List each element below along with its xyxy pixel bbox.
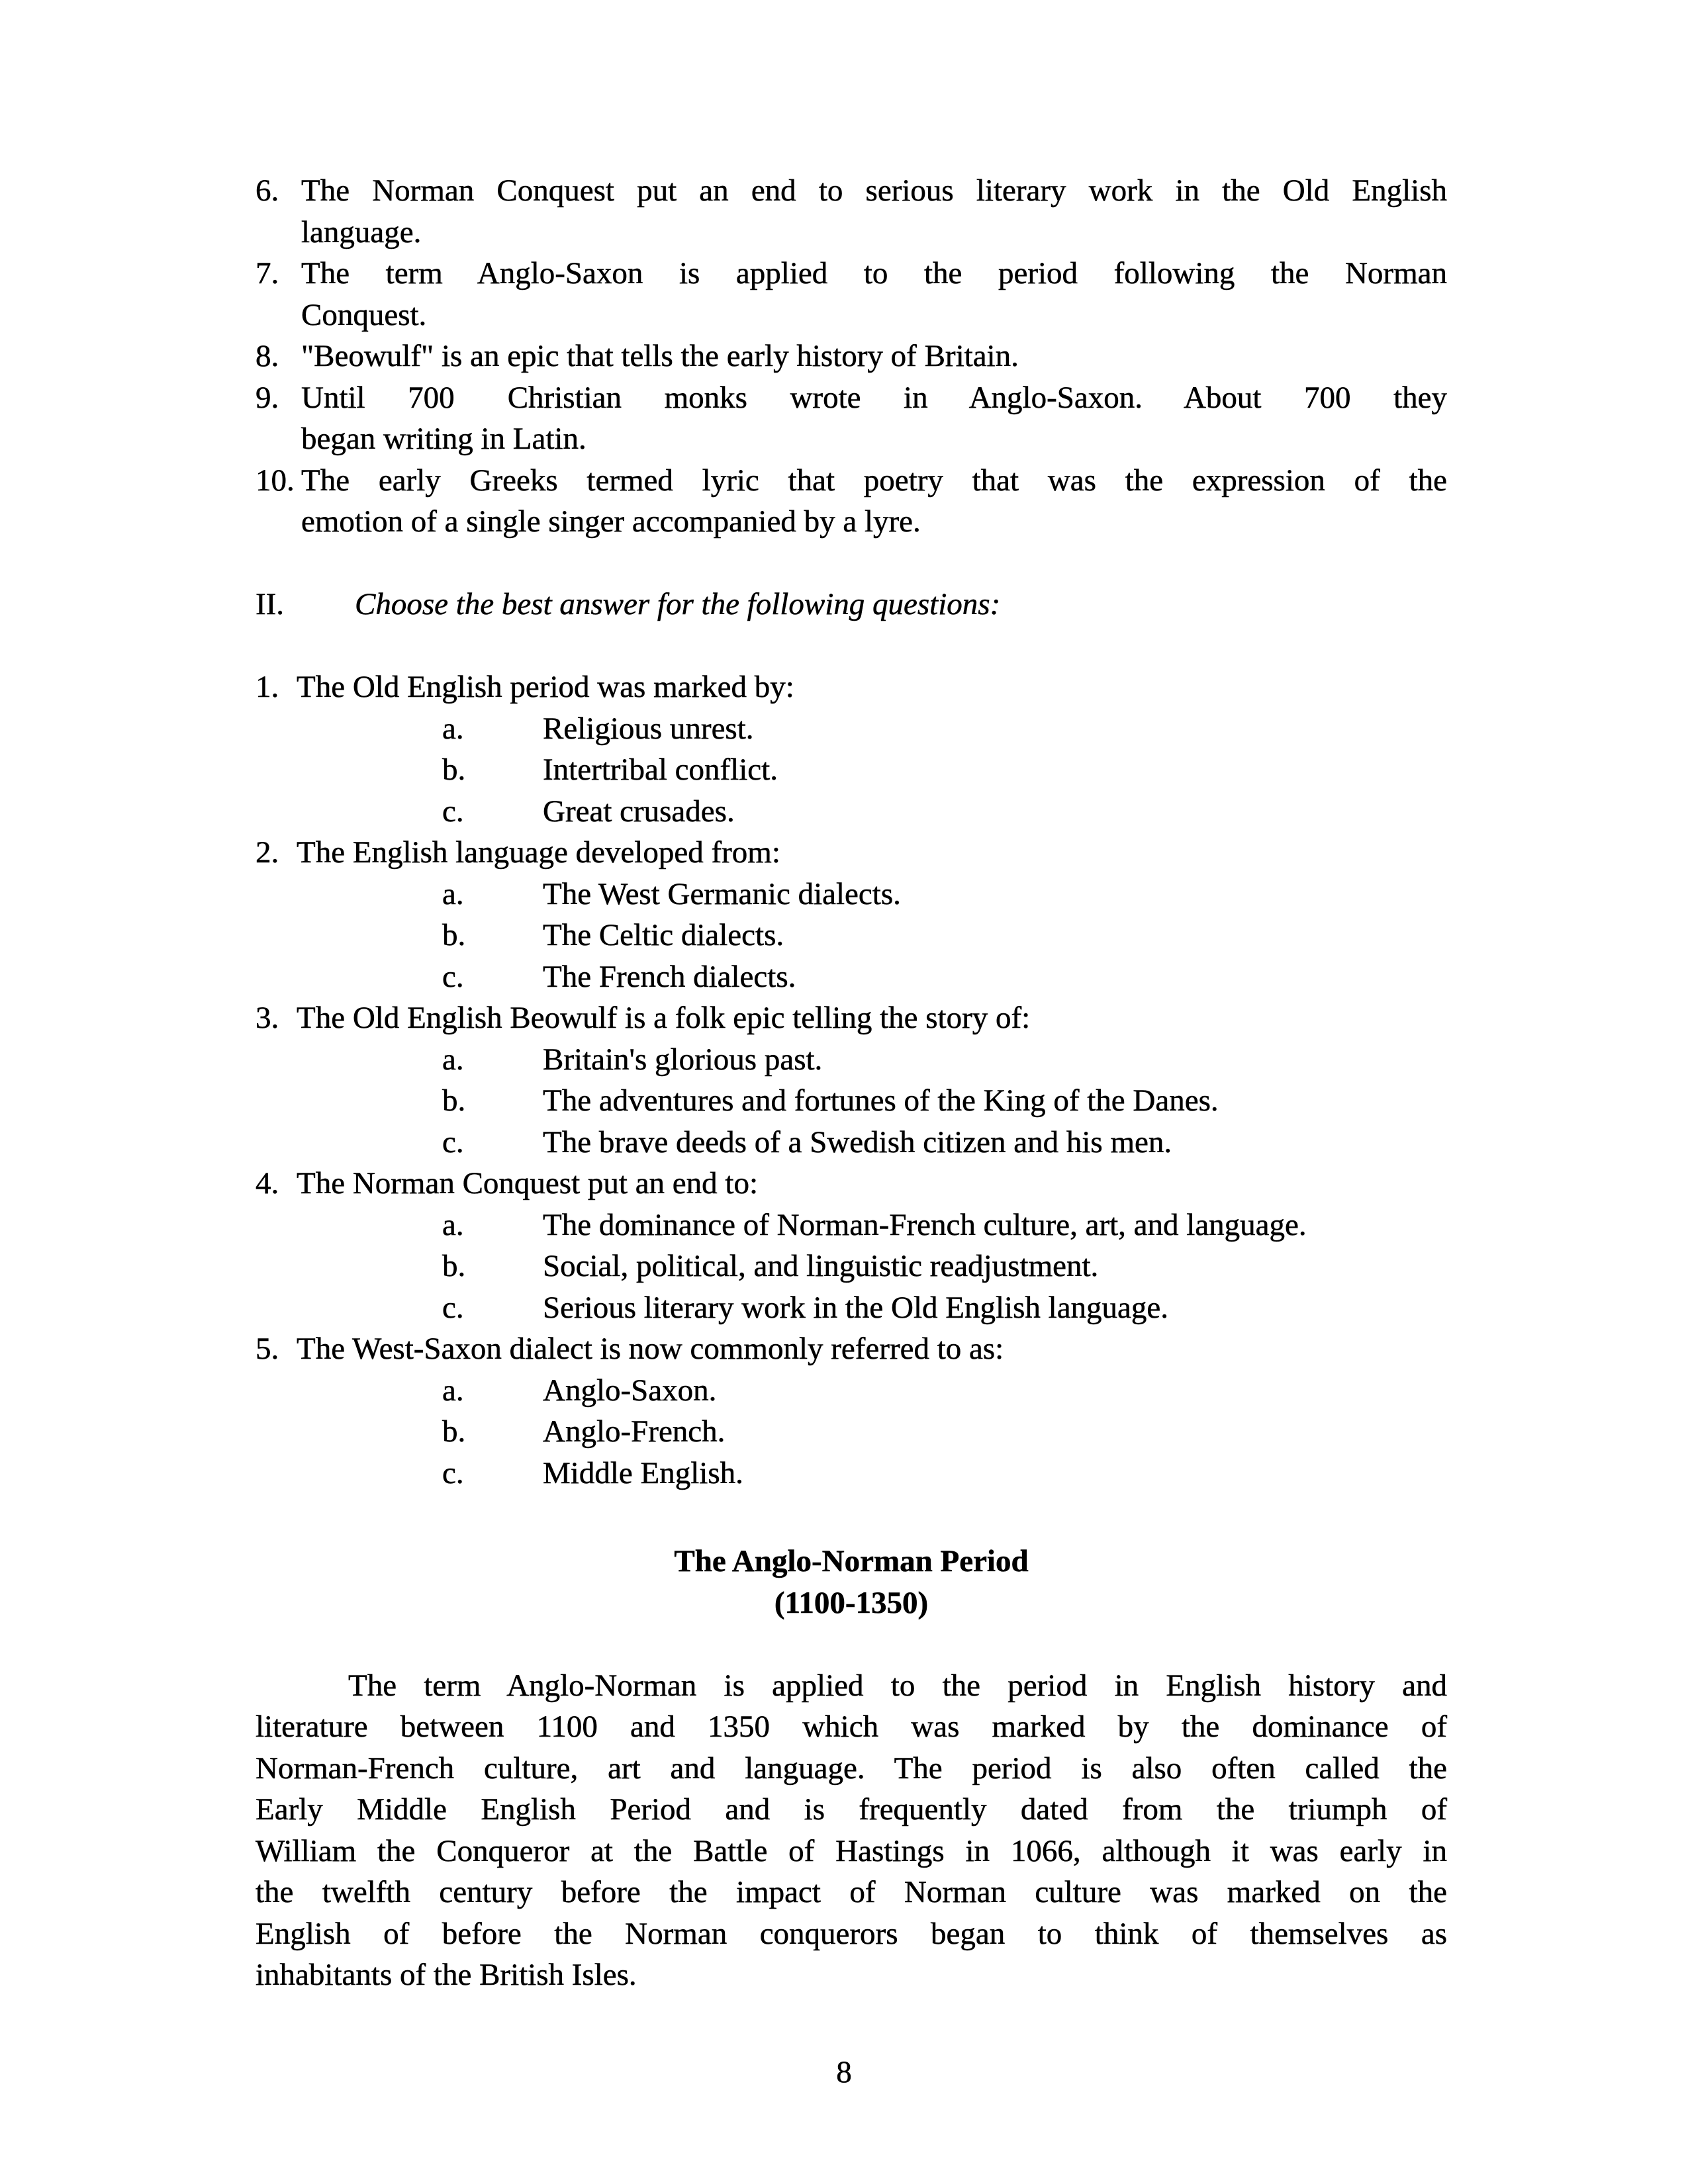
paragraph-line-7-text: English of before the Norman conquerors began to think of themselves as [256, 1916, 1447, 1951]
paragraph-line-6 [256, 1872, 1447, 1913]
question-3-option-b-letter: b. [442, 1083, 466, 1118]
blank-line [256, 543, 1447, 584]
question-3-option-b-text: The adventures and fortunes of the King of the Danes. [543, 1083, 1219, 1118]
statement-7-line-1-text: The term Anglo-Saxon is applied to the period following the Norman [301, 256, 1447, 291]
statement-6-line-1 [256, 170, 1447, 212]
question-1-number: 1. [256, 670, 279, 704]
statement-7-line-2 [256, 295, 1447, 336]
question-1-option-b [256, 749, 1447, 791]
blank-line [256, 1623, 1447, 1665]
question-2-option-c [256, 956, 1447, 998]
question-5-option-c [256, 1453, 1447, 1494]
paragraph-line-4 [256, 1789, 1447, 1831]
question-3-option-a-text: Britain's glorious past. [543, 1042, 823, 1077]
question-3-option-c-letter: c. [442, 1124, 464, 1160]
statement-10-line-1-text: The early Greeks termed lyric that poetry that was the expression of the [301, 463, 1447, 498]
anglo-norman-period-dates [256, 1582, 1447, 1624]
question-5-text: The West-Saxon dialect is now commonly referred to as: [297, 1332, 1004, 1366]
anglo-norman-period-title [256, 1541, 1447, 1582]
paragraph-line-8 [256, 1954, 1447, 1996]
statement-7-line-1-number: 7. [256, 256, 279, 291]
question-5-number: 5. [256, 1332, 279, 1366]
paragraph-line-8-text: inhabitants of the British Isles. [256, 1958, 637, 1992]
section-ii-heading-number: II. [256, 587, 285, 621]
statement-7-line-1 [256, 253, 1447, 295]
statement-8-line-1-number: 8. [256, 339, 279, 373]
question-1-option-a-letter: a. [442, 711, 464, 746]
paragraph-line-7 [256, 1913, 1447, 1955]
statement-9-line-1-text-3: Christian monks wrote in Anglo-Saxon. About 700 they [507, 380, 1447, 415]
question-5-option-c-letter: c. [442, 1455, 464, 1490]
paragraph-line-3-text: Norman-French culture, art and language. The period is also often called the [256, 1751, 1447, 1786]
question-4-option-c-letter: c. [442, 1290, 464, 1325]
statement-9-line-1-number: 9. [256, 380, 279, 415]
question-3 [256, 997, 1447, 1039]
paragraph-line-1 [256, 1665, 1447, 1707]
blank-line [256, 625, 1447, 667]
question-2-option-c-text: The French dialects. [543, 959, 796, 994]
paragraph-line-4-text: Early Middle English Period and is frequently dated from the triumph of [256, 1792, 1447, 1827]
question-1-text: The Old English period was marked by: [297, 670, 794, 704]
question-4-option-b [256, 1246, 1447, 1287]
question-5 [256, 1328, 1447, 1370]
question-4-option-b-text: Social, political, and linguistic readjustment. [543, 1249, 1099, 1283]
question-4-option-c [256, 1287, 1447, 1329]
statement-10-line-2 [256, 501, 1447, 543]
paragraph-line-5 [256, 1831, 1447, 1872]
paragraph-line-3 [256, 1748, 1447, 1790]
question-3-number: 3. [256, 1001, 279, 1035]
statement-10-line-1 [256, 460, 1447, 502]
paragraph-line-2-text: literature between 1100 and 1350 which was marked by the dominance of [256, 1709, 1447, 1744]
statement-10-line-1-number: 10. [256, 463, 295, 498]
question-2-option-c-letter: c. [442, 959, 464, 994]
anglo-norman-period-dates-text: (1100-1350) [774, 1585, 929, 1620]
statement-8-line-1-text: "Beowulf" is an epic that tells the early history of Britain. [301, 339, 1019, 373]
question-1-option-c [256, 791, 1447, 833]
question-4-option-a-letter: a. [442, 1207, 464, 1242]
statement-10-line-2-text: emotion of a single singer accompanied by a lyre. [301, 504, 921, 539]
question-3-option-c [256, 1122, 1447, 1163]
question-4-option-b-letter: b. [442, 1249, 466, 1283]
question-5-option-b [256, 1411, 1447, 1453]
question-5-option-a-text: Anglo-Saxon. [543, 1373, 717, 1408]
statement-6-line-1-number: 6. [256, 173, 279, 208]
tab-gap [455, 407, 508, 408]
statement-7-line-2-text: Conquest. [301, 297, 427, 332]
question-3-option-c-text: The brave deeds of a Swedish citizen and his men. [543, 1124, 1172, 1160]
document-content [256, 170, 1447, 1996]
statement-9-line-1-text-1: Until 700 [301, 380, 455, 415]
question-5-option-b-letter: b. [442, 1414, 466, 1449]
question-1-option-a [256, 708, 1447, 750]
statement-9-line-2-text: began writing in Latin. [301, 422, 586, 456]
question-4-text: The Norman Conquest put an end to: [297, 1166, 759, 1201]
statement-9-line-1 [256, 377, 1447, 419]
question-2-option-a-letter: a. [442, 876, 464, 911]
question-4-option-a [256, 1205, 1447, 1246]
statement-6-line-1-text: The Norman Conquest put an end to serious literary work in the Old English [301, 173, 1447, 208]
question-2-option-b-letter: b. [442, 918, 466, 952]
question-3-option-a [256, 1039, 1447, 1081]
question-2-number: 2. [256, 835, 279, 870]
statement-9-line-2 [256, 418, 1447, 460]
question-1-option-c-text: Great crusades. [543, 794, 735, 829]
question-1-option-b-text: Intertribal conflict. [543, 752, 778, 787]
question-3-option-a-letter: a. [442, 1042, 464, 1077]
statement-6-line-2-text: language. [301, 214, 422, 250]
question-2-option-b [256, 915, 1447, 956]
question-1 [256, 666, 1447, 708]
question-4-option-c-text: Serious literary work in the Old English language. [543, 1290, 1169, 1325]
statement-6-line-2 [256, 212, 1447, 253]
question-3-text: The Old English Beowulf is a folk epic telling the story of: [297, 1001, 1031, 1035]
paragraph-line-6-text: the twelfth century before the impact of Norman culture was marked on the [256, 1875, 1447, 1909]
question-4-option-a-text: The dominance of Norman-French culture, art, and language. [543, 1207, 1307, 1242]
section-ii-heading [256, 584, 1447, 625]
section-ii-heading-text: Choose the best answer for the following questions: [355, 587, 1001, 621]
question-2-text: The English language developed from: [297, 835, 780, 870]
question-2-option-a [256, 874, 1447, 915]
question-1-option-a-text: Religious unrest. [543, 711, 754, 746]
question-2 [256, 832, 1447, 874]
question-5-option-a [256, 1370, 1447, 1412]
paragraph-line-2 [256, 1706, 1447, 1748]
blank-line [256, 1494, 1447, 1541]
paragraph-line-5-text: William the Conqueror at the Battle of Hastings in 1066, although it was early in [256, 1833, 1447, 1868]
anglo-norman-period-title-text: The Anglo-Norman Period [674, 1544, 1029, 1578]
question-2-option-b-text: The Celtic dialects. [543, 918, 784, 952]
paragraph-line-1-text: The term Anglo-Norman is applied to the period in English history and [348, 1668, 1447, 1703]
statement-8-line-1 [256, 336, 1447, 377]
question-1-option-c-letter: c. [442, 794, 464, 829]
question-1-option-b-letter: b. [442, 752, 466, 787]
question-2-option-a-text: The West Germanic dialects. [543, 876, 901, 911]
page-number: 8 [836, 2055, 852, 2089]
question-5-option-a-letter: a. [442, 1373, 464, 1408]
question-3-option-b [256, 1080, 1447, 1122]
question-4 [256, 1163, 1447, 1205]
question-5-option-c-text: Middle English. [543, 1455, 743, 1490]
question-4-number: 4. [256, 1166, 279, 1201]
question-5-option-b-text: Anglo-French. [543, 1414, 726, 1449]
